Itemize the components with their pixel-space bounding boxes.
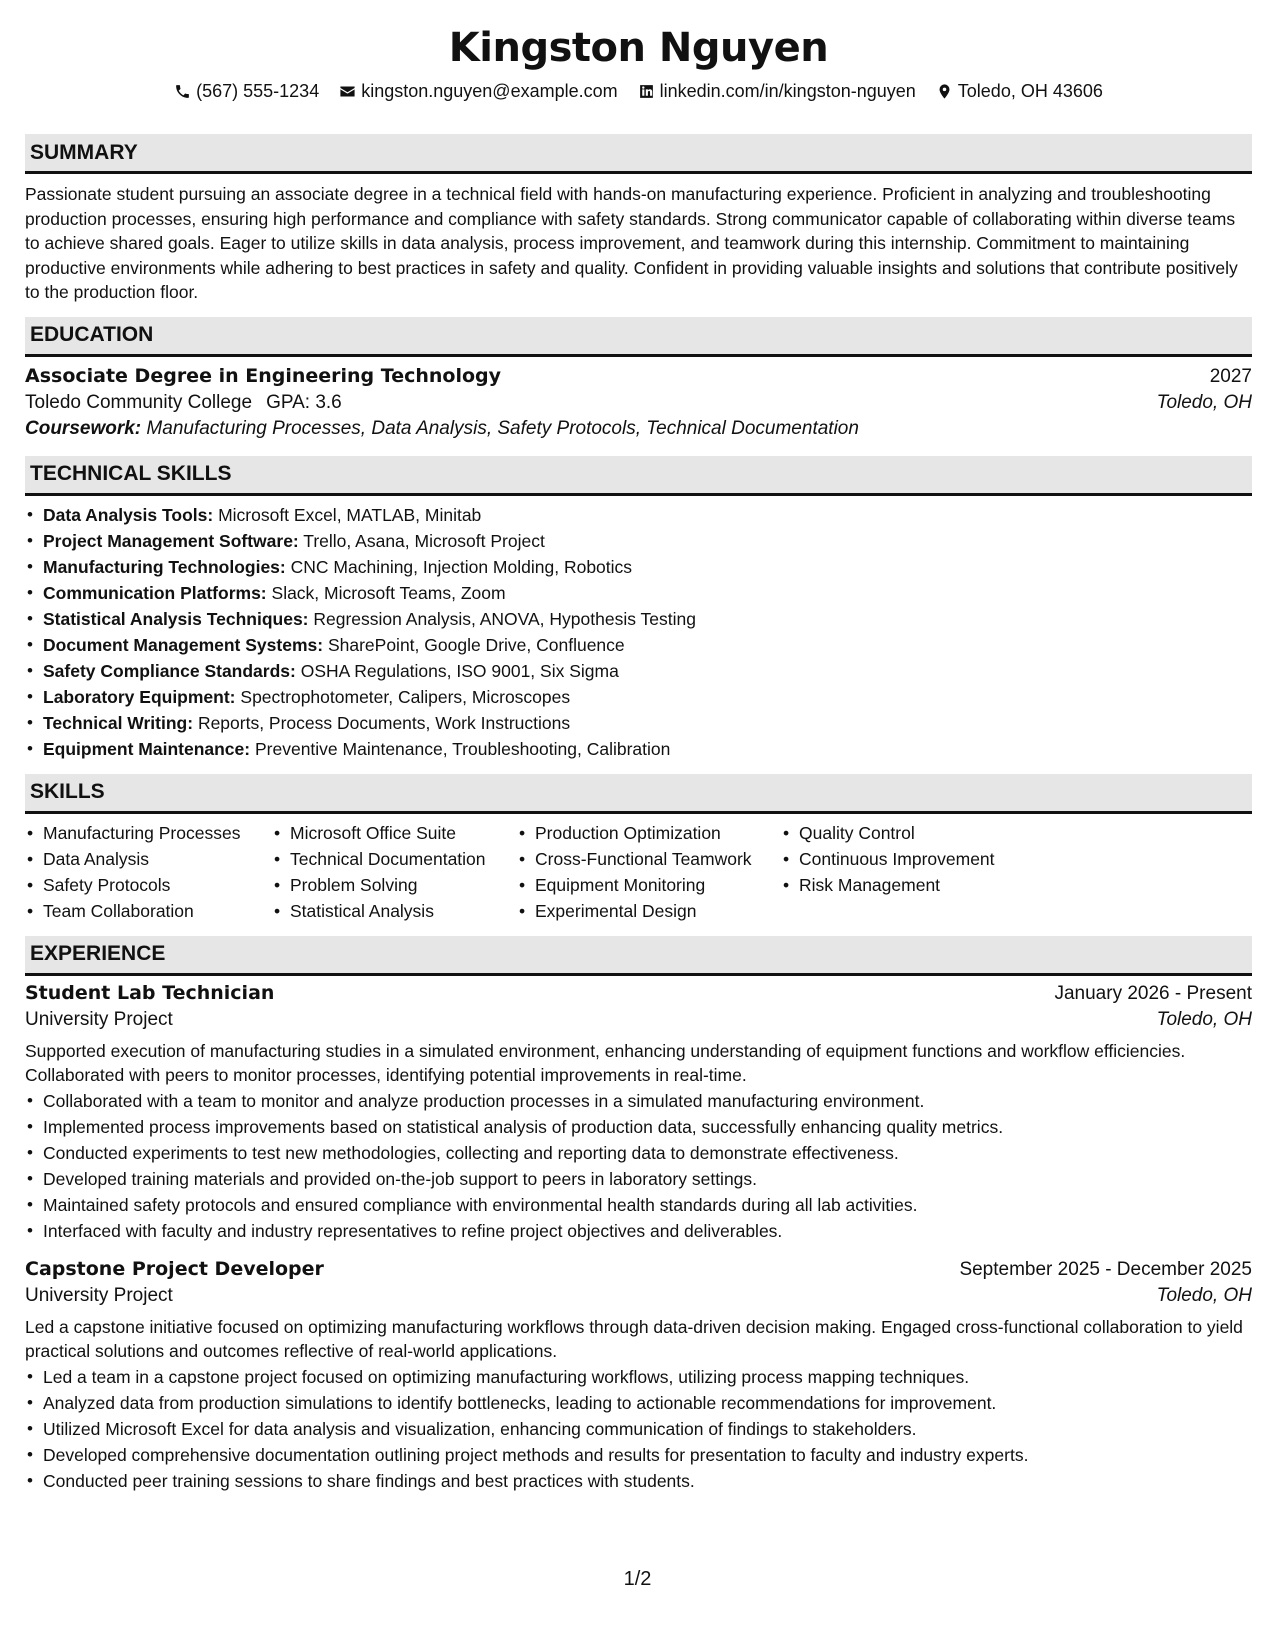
page-number: 1/2 [623,1568,652,1590]
technical-skills-list [25,502,1252,762]
skill-item: • Manufacturing Processes [25,820,272,846]
school-location: Toledo, OH [1156,391,1252,413]
technical-skill-item [25,684,1252,710]
skill-item: • Data Analysis [25,846,272,872]
job-title: Student Lab Technician [25,981,275,1004]
job-org-row [25,1285,1252,1307]
technical-skill-value: Regression Analysis, ANOVA, Hypothesis Testing [313,608,696,629]
linkedin-icon [638,83,655,100]
candidate-name: Kingston Nguyen [448,25,829,71]
skills-column [25,820,272,924]
resume-page [25,0,1252,1506]
technical-skill-item [25,580,1252,606]
degree-title: Associate Degree in Engineering Technology [25,364,502,387]
skill-item: • Statistical Analysis [272,898,517,924]
summary-section [25,134,1252,305]
summary-heading: SUMMARY [25,134,1252,174]
technical-skill-label: Document Management Systems: [43,634,324,655]
job-summary: Led a capstone initiative focused on optimizing manufacturing workflows through data-driven decision making. Engaged cross-functional collaboration to yield practical solutions and outcomes reflective of real-world applications. [25,1316,1243,1361]
job-bullet: • Implemented process improvements based on statistical analysis of production data, successfully enhancing quality metrics. [25,1114,1252,1140]
skill-item: • Safety Protocols [25,872,272,898]
technical-skill-label: Laboratory Equipment: [43,686,236,707]
job-entry [25,1258,1252,1494]
job-org-row [25,1009,1252,1031]
contact-location [936,81,1103,102]
job-bullet: • Conducted experiments to test new methodologies, collecting and reporting data to demonstrate effectiveness. [25,1140,1252,1166]
skill-item: • Risk Management [781,872,1041,898]
skill-item: • Quality Control [781,820,1041,846]
technical-skills-section [25,456,1252,762]
coursework-label: Coursework: [25,417,142,439]
skills-column [272,820,517,924]
skill-item: • Experimental Design [517,898,781,924]
contact-linkedin[interactable] [638,81,916,102]
skills-section [25,774,1252,924]
technical-skill-value: SharePoint, Google Drive, Confluence [327,634,625,655]
job-org: University Project [25,1008,173,1030]
skills-column [781,820,1041,924]
technical-skill-item [25,658,1252,684]
technical-skill-label: Equipment Maintenance: [43,738,251,759]
skills-grid [25,820,1252,924]
linkedin-text[interactable]: linkedin.com/in/kingston-nguyen [659,80,916,101]
technical-skill-label: Project Management Software: [43,530,299,551]
location-text: Toledo, OH 43606 [957,80,1103,101]
technical-skills-heading: TECHNICAL SKILLS [25,456,1252,496]
skill-item: • Problem Solving [272,872,517,898]
technical-skill-value: Microsoft Excel, MATLAB, Minitab [218,504,482,525]
job-title-row [25,1258,1252,1281]
education-section [25,317,1252,440]
technical-skill-value: Slack, Microsoft Teams, Zoom [271,582,506,603]
technical-skill-value: Reports, Process Documents, Work Instructions [197,712,571,733]
contact-bar [25,78,1252,104]
technical-skill-label: Manufacturing Technologies: [43,556,286,577]
technical-skill-label: Statistical Analysis Techniques: [43,608,309,629]
education-degree-row [25,365,1252,388]
technical-skill-value: Preventive Maintenance, Troubleshooting, Calibration [254,738,671,759]
job-bullet: • Interfaced with faculty and industry representatives to refine project objectives and deliverables. [25,1218,1252,1244]
technical-skill-label: Technical Writing: [43,712,194,733]
technical-skill-item [25,632,1252,658]
technical-skill-value: Spectrophotometer, Calipers, Microscopes [240,686,571,707]
technical-skill-value: CNC Machining, Injection Molding, Robotics [290,556,633,577]
phone-icon [174,83,191,100]
job-bullet: • Led a team in a capstone project focused on optimizing manufacturing workflows, utilizing process mapping techniques. [25,1364,1252,1390]
job-location: Toledo, OH [1156,1008,1252,1030]
job-summary: Supported execution of manufacturing studies in a simulated environment, enhancing understanding of equipment functions and workflow efficiencies. Collaborated with peers to monitor processes, identifying potential improvements in real-time. [25,1040,1186,1085]
school-name: Toledo Community College [25,391,253,413]
job-bullet: • Utilized Microsoft Excel for data analysis and visualization, enhancing communication of findings to stakeholders. [25,1416,1252,1442]
skill-item: • Technical Documentation [272,846,517,872]
technical-skill-item [25,736,1252,762]
jobs-list [25,982,1252,1494]
technical-skill-label: Safety Compliance Standards: [43,660,296,681]
technical-skill-item [25,502,1252,528]
technical-skill-item [25,606,1252,632]
job-title-row [25,982,1252,1005]
skill-item: • Continuous Improvement [781,846,1041,872]
coursework-list: Manufacturing Processes, Data Analysis, Safety Protocols, Technical Documentation [146,417,859,439]
map-pin-icon [936,83,953,100]
technical-skill-value: OSHA Regulations, ISO 9001, Six Sigma [300,660,619,681]
education-heading: EDUCATION [25,317,1252,357]
job-bullet: • Collaborated with a team to monitor and analyze production processes in a simulated manufacturing environment. [25,1088,1252,1114]
technical-skill-label: Data Analysis Tools: [43,504,214,525]
job-bullets [25,1088,1252,1244]
job-bullet: • Maintained safety protocols and ensured compliance with environmental health standards during all lab activities. [25,1192,1252,1218]
job-location: Toledo, OH [1156,1284,1252,1306]
job-org: University Project [25,1284,173,1306]
job-entry [25,982,1252,1244]
technical-skill-value: Trello, Asana, Microsoft Project [303,530,545,551]
degree-year: 2027 [1209,365,1252,387]
experience-heading: EXPERIENCE [25,936,1252,976]
gpa: GPA: 3.6 [266,391,342,413]
job-bullet: • Analyzed data from production simulations to identify bottlenecks, leading to actionable recommendations for improvement. [25,1390,1252,1416]
skill-item: • Team Collaboration [25,898,272,924]
technical-skill-item [25,528,1252,554]
skill-item: • Equipment Monitoring [517,872,781,898]
envelope-icon [339,83,356,100]
job-bullet: • Developed comprehensive documentation outlining project methods and results for presentation to faculty and industry experts. [25,1442,1252,1468]
technical-skill-item [25,554,1252,580]
skill-item: • Microsoft Office Suite [272,820,517,846]
phone-text: (567) 555-1234 [196,80,320,101]
education-school-row [25,392,1252,414]
job-dates: September 2025 - December 2025 [959,1258,1252,1280]
skills-heading: SKILLS [25,774,1252,814]
technical-skill-item [25,710,1252,736]
coursework [25,418,1252,440]
summary-text: Passionate student pursuing an associate degree in a technical field with hands-on manufacturing experience. Proficient in analyzing and troubleshooting production processes, ensuring high performance and compliance with safety standards. Strong communicator capable of collaborating within diverse teams to achieve shared goals. Eager to utilize skills in data analysis, process improvement, and teamwork during this internship. Commitment to maintaining productive environments while adhering to best practices in safety and quality. Confident in providing valuable insights and solutions that contribute positively to the production floor. [25,184,1238,302]
skill-item: • Cross-Functional Teamwork [517,846,781,872]
email-text[interactable]: kingston.nguyen@example.com [361,80,618,101]
experience-section [25,936,1252,1494]
job-dates: January 2026 - Present [1054,982,1252,1004]
contact-phone [174,81,319,102]
job-bullet: • Conducted peer training sessions to share findings and best practices with students. [25,1468,1252,1494]
contact-email[interactable] [339,81,617,102]
job-bullets [25,1364,1252,1494]
technical-skill-label: Communication Platforms: [43,582,267,603]
job-title: Capstone Project Developer [25,1257,324,1280]
skills-column [517,820,781,924]
job-bullet: • Developed training materials and provided on-the-job support to peers in laboratory settings. [25,1166,1252,1192]
skill-item: • Production Optimization [517,820,781,846]
